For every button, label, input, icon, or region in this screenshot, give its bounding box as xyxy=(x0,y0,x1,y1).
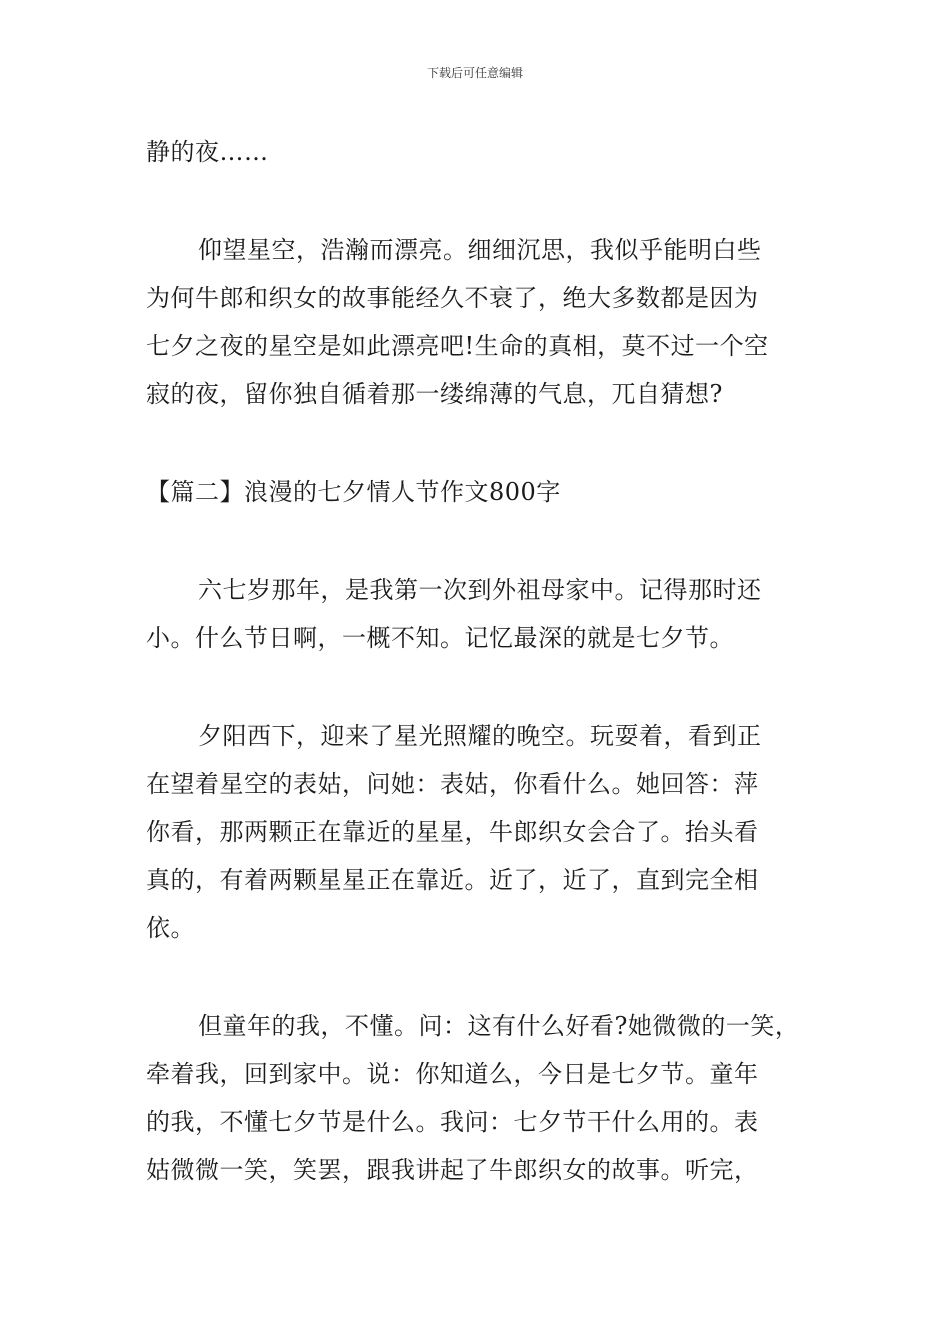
paragraph-sunset xyxy=(146,712,826,952)
text-line: 静的夜…… xyxy=(146,138,269,166)
text-line: 为何牛郎和织女的故事能经久不衰了，绝大多数都是因为 xyxy=(146,284,759,312)
section-heading xyxy=(146,468,826,516)
paragraph-stargazing xyxy=(146,226,826,418)
paragraph-continuation xyxy=(146,128,826,176)
document-body xyxy=(146,128,826,1194)
text-line: 在望着星空的表姑，问她：表姑，你看什么。她回答：萍 xyxy=(146,770,759,798)
text-line: 寂的夜，留你独自循着那一缕绵薄的气息，兀自猜想? xyxy=(146,380,723,408)
text-line: 小。什么节日啊，一概不知。记忆最深的就是七夕节。 xyxy=(146,624,734,652)
text-line: 仰望星空，浩瀚而漂亮。细细沉思，我似乎能明白些 xyxy=(198,236,762,264)
text-line: 你看，那两颗正在靠近的星星，牛郎织女会合了。抬头看 xyxy=(146,818,759,846)
paragraph-story xyxy=(146,1002,826,1194)
text-line: 但童年的我，不懂。问：这有什么好看?她微微的一笑， xyxy=(198,1012,800,1040)
text-line: 真的，有着两颗星星正在靠近。近了，近了，直到完全相 xyxy=(146,866,759,894)
text-line: 六七岁那年，是我第一次到外祖母家中。记得那时还 xyxy=(198,576,762,604)
text-line: 姑微微一笑，笑罢，跟我讲起了牛郎织女的故事。听完， xyxy=(146,1156,759,1184)
heading-text: 【篇二】浪漫的七夕情人节作文800字 xyxy=(146,478,561,506)
paragraph-childhood xyxy=(146,566,826,662)
text-line: 夕阳西下，迎来了星光照耀的晚空。玩耍着，看到正 xyxy=(198,722,762,750)
text-line: 依。 xyxy=(146,914,195,942)
page-header: 下载后可任意编辑 xyxy=(426,66,523,80)
text-line: 七夕之夜的星空是如此漂亮吧!生命的真相，莫不过一个空 xyxy=(146,332,769,360)
text-line: 的我，不懂七夕节是什么。我问：七夕节干什么用的。表 xyxy=(146,1108,759,1136)
text-line: 牵着我，回到家中。说：你知道么，今日是七夕节。童年 xyxy=(146,1060,759,1088)
